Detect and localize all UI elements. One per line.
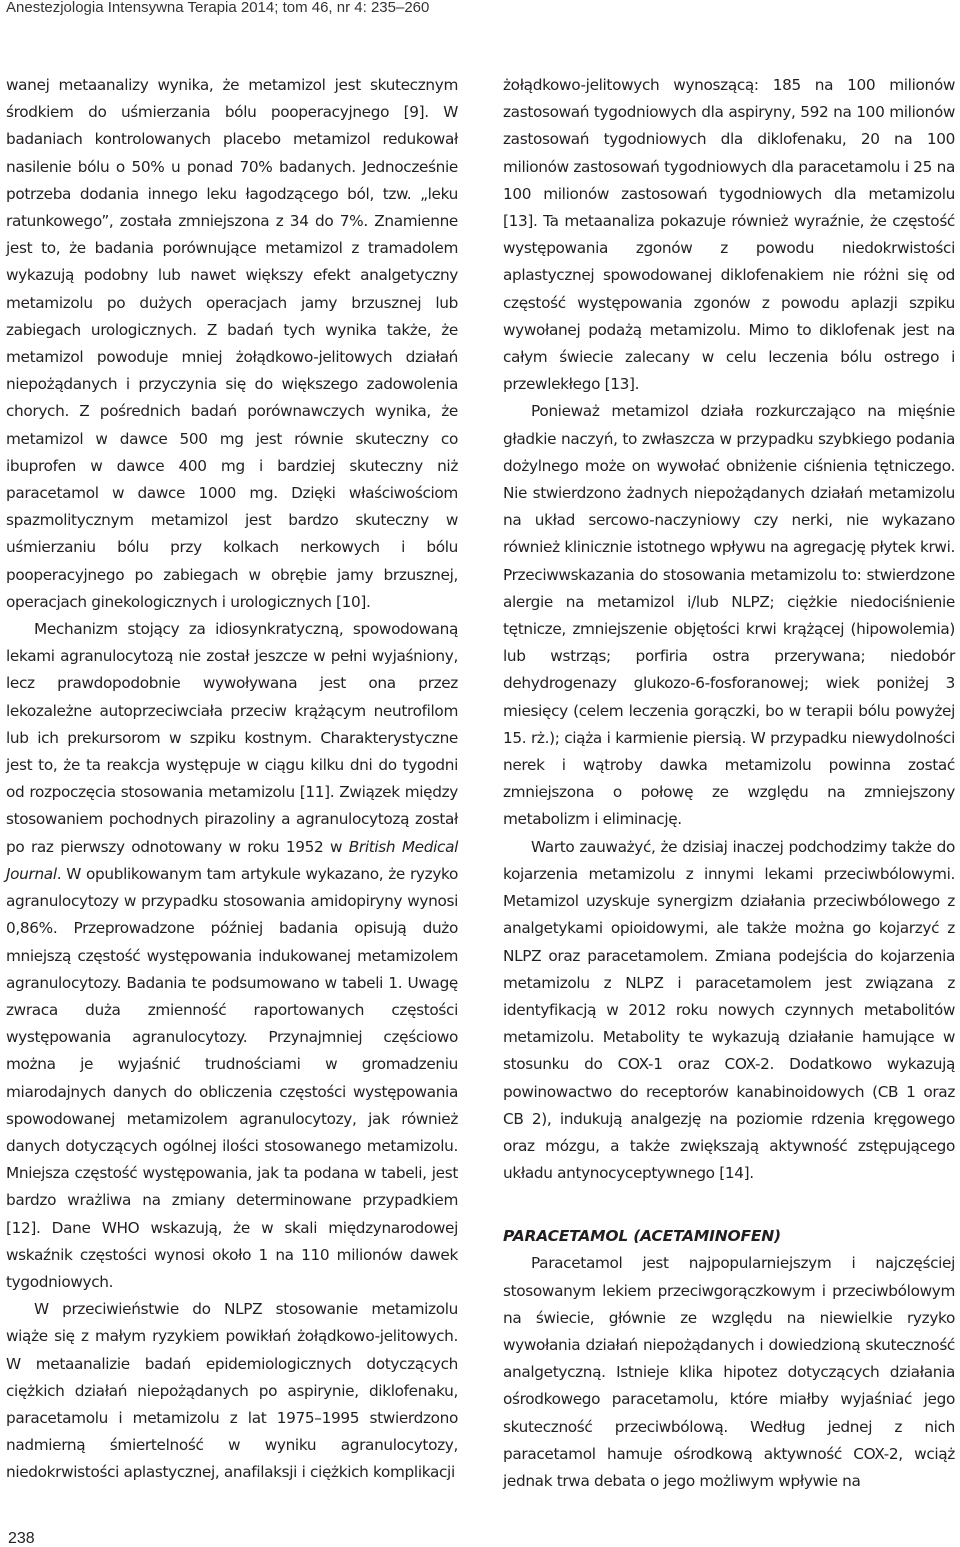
- paragraph-combination: Warto zauważyć, że dzisiaj inaczej podchodzimy także do kojarzenia metamizolu z innymi lekami przeciwbólowymi. Metamizol uzyskuje synergizm działania przeciwbólowego z analgetykami opioidowymi, ale także można go kojarzyć z NLPZ oraz paracetamolem. Zmiana podejścia do kojarzenia metamizolu z NLPZ i paracetamolem jest związana z identyfikacją w 2012 roku nowych czynnych metabolitów metamizolu. Metabolity te wykazują działanie hamujące w stosunku do COX-1 oraz COX-2. Dodatkowo wykazują powinowactwo do receptorów kanabinoidowych (CB 1 oraz CB 2), indukują analgezję na poziomie rdzenia kręgowego oraz mózgu, a także zwiększają aktywność zstępującego układu antynocyceptywnego [14].: [503, 837, 955, 1183]
- paragraph-text: . W opublikowanym tam artykule wykazano, że ryzyko agranulocytozy w przypadku stosowania amidopiryny wynosi 0,86%. Przeprowadzone później badania opisują dużo mniejszą częstość występowania indukowanej metamizolem agranulocytozy. Badania te podsumowano w tabeli 1. Uwagę zwraca duża zmienność raportowanych częstości występowania agranulocytozy. Przynajmniej częściowo można je wyjaśnić trudnościami w gromadzeniu miarodajnych danych do obliczenia częstości występowania spowodowanej metamizolem agranulocytozy, jak również danych dotyczących ogólnej ilości stosowanego metamizolu. Mniejsza częstość występowania, jak ta podana w tabeli, jest bardzo wrażliwa na zmiany determinowane przypadkiem [12]. Dane WHO wskazują, że w skali międzynarodowej wskaźnik częstości wynosi około 1 na 110 milionów dawek tygodniowych.: [6, 864, 458, 1291]
- page-number: 238: [8, 1530, 35, 1547]
- running-header: Anestezjologia Intensywna Terapia 2014; tom 46, nr 4: 235–260: [6, 0, 430, 16]
- right-column: [503, 72, 955, 1495]
- paragraph-paracetamol: Paracetamol jest najpopularniejszym i najczęściej stosowanym lekiem przeciwgorączkowym i przeciwbólowym na świecie, głównie ze względu na niewielkie ryzyko wywołania działań niepożądanych i dowiedzioną skuteczność analgetyczną. Istnieje klika hipotez dotyczących działania ośrodkowego paracetamolu, które miałby wyjaśniać jego skuteczność przeciwbólową. Według jednej z nich paracetamol hamuje ośrodkową aktywność COX-2, wciąż jednak trwa debata o jego możliwym wpływie na: [503, 1254, 955, 1490]
- left-column: [6, 72, 458, 1487]
- paragraph-meta-analysis: żołądkowo-jelitowych wynoszącą: 185 na 100 milionów zastosowań tygodniowych dla aspiryny, 592 na 100 milionów zastosowań tygodniowych dla diklofenaku, 20 na 100 milionów zastosowań tygodniowych dla paracetamolu i 25 na 100 milionów zastosowań tygodniowych dla metamizolu [13]. Ta metaanaliza pokazuje również wyraźnie, że częstość występowania zgonów z powodu niedokrwistości aplastycznej spowodowanej diklofenakiem nie różni się od częstość występowania zgonów z powodu aplazji szpiku wywołanej podażą metamizolu. Mimo to diklofenak jest na całym świecie zalecany w celu leczenia bólu ostrego i przewlekłego [13].: [503, 76, 955, 394]
- paragraph-metamizol-efficacy: wanej metaanalizy wynika, że metamizol jest skutecznym środkiem do uśmierzania bólu pooperacyjnego [9]. W badaniach kontrolowanych placebo metamizol redukował nasilenie bólu o 50% u ponad 70% badanych. Jednocześnie potrzeba dodania innego leku łagodzącego ból, tzw. „leku ratunkowego”, została zmniejszona z 34 do 7%. Znamienne jest to, że badania porównujące metamizol z tramadolem wykazują podobny lub nawet większy efekt analgetyczny metamizolu po dużych operacjach jamy brzusznej lub zabiegach urologicznych. Z badań tych wynika także, że metamizol powoduje mniej żołądkowo-jelitowych działań niepożądanych i przyczynia się do większego zadowolenia chorych. Z pośrednich badań porównawczych wynika, że metamizol w dawce 500 mg jest równie skuteczny co ibuprofen w dawce 400 mg i bardziej skuteczny niż paracetamol w dawce 1000 mg. Dzięki właściwościom spazmolitycznym metamizol jest bardzo skuteczny w uśmierzaniu bólu przy kolkach nerkowych i bólu pooperacyjnego po zabiegach w obrębie jamy brzusznej, operacjach ginekologicznych i urologicznych [10].: [6, 76, 458, 611]
- paragraph-gastrointestinal-risk: W przeciwieństwie do NLPZ stosowanie metamizolu wiąże się z małym ryzykiem powikłań żołądkowo-jelitowych. W metaanalizie badań epidemiologicznych dotyczących ciężkich działań niepożądanych po aspirynie, diklofenaku, paracetamolu i metamizolu z lat 1975–1995 stwierdzono nadmierną śmiertelność w wyniku agranulocytozy, niedokrwistości aplastycznej, anafilaksji i ciężkich komplikacji: [6, 1300, 458, 1482]
- section-heading-paracetamol: PARACETAMOL (ACETAMINOFEN): [503, 1227, 781, 1246]
- paragraph-contraindications: Ponieważ metamizol działa rozkurczająco na mięśnie gładkie naczyń, to zwłaszcza w przypadku szybkiego podania dożylnego może on wywołać obniżenie ciśnienia tętniczego. Nie stwierdzono żadnych niepożądanych działań metamizolu na układ sercowo-naczyniowy czy nerki, nie wykazano również klinicznie istotnego wpływu na agregację płytek krwi. Przeciwwskazania do stosowania metamizolu to: stwierdzone alergie na metamizol i/lub NLPZ; ciężkie niedociśnienie tętnicze, zmniejszenie objętości krwi krążącej (hipowolemia) lub wstrząs; porfiria ostra przerywana; niedobór dehydrogenazy glukozo-6-fosforanowej; wiek poniżej 3 miesięcy (celem leczenia gorączki, bo w terapii bólu powyżej 15. rż.); ciąża i karmienie piersią. W przypadku niewydolności nerek i wątroby dawka metamizolu powinna zostać zmniejszona o połowę ze względu na zmniejszony metabolizm i eliminację.: [503, 402, 955, 829]
- paragraph-agranulocytosis: [6, 616, 458, 1296]
- paragraph-text: Mechanizm stojący za idiosynkratyczną, spowodowaną lekami agranulocytozą nie został jeszcze w pełni wyjaśniony, lecz prawdopodobnie wywoływana jest ona przez lekozależne autoprzeciwciała przeciw krążącym neutrofilom lub ich prekursorom w szpiku kostnym. Charakterystyczne jest to, że ta reakcja występuje w ciągu kilku dni do tygodni od rozpoczęcia stosowania metamizolu [11]. Związek między stosowaniem pochodnych pirazoliny a agranulocytozą został po raz pierwszy odnotowany w roku 1952 w: [6, 620, 458, 856]
- journal-title: British Medical Journal: [6, 837, 458, 883]
